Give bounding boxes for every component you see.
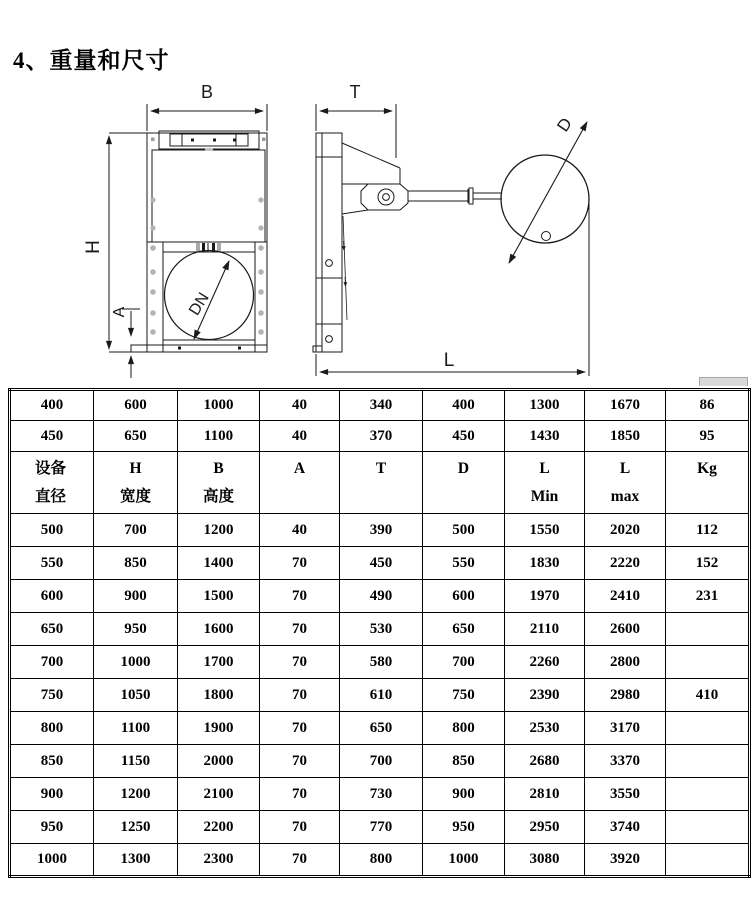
table-cell: 1150: [94, 745, 178, 778]
table-cell: 1100: [178, 421, 260, 452]
table-cell: 2020: [585, 514, 666, 547]
table-row: [10, 844, 750, 877]
table-cell: 231: [666, 580, 750, 613]
table-cell: 800: [423, 712, 505, 745]
table-cell: 500: [10, 514, 94, 547]
table-cell: 1000: [423, 844, 505, 877]
table-cell: 1670: [585, 390, 666, 421]
header-line2: 宽度: [119, 488, 151, 505]
table-cell: 70: [260, 613, 340, 646]
table-cell: 550: [423, 547, 505, 580]
dim-label-t: T: [349, 82, 361, 102]
table-cell: 340: [340, 390, 423, 421]
table-cell: 40: [260, 390, 340, 421]
table-cell: 2980: [585, 679, 666, 712]
table-cell: 70: [260, 844, 340, 877]
table-cell: 610: [340, 679, 423, 712]
table-cell: 2300: [178, 844, 260, 877]
table-header-cell: [585, 452, 666, 514]
table-cell: 450: [423, 421, 505, 452]
table-cell: 500: [423, 514, 505, 547]
table-cell: 40: [260, 421, 340, 452]
table-cell: 2680: [505, 745, 585, 778]
table-cell: 95: [666, 421, 750, 452]
table-cell: 850: [423, 745, 505, 778]
table-cell: 152: [666, 547, 750, 580]
table-row: [10, 421, 750, 452]
table-cell: 3080: [505, 844, 585, 877]
table-row: [10, 547, 750, 580]
header-line2: [260, 485, 339, 509]
table-cell: 650: [340, 712, 423, 745]
table-cell: 2810: [505, 778, 585, 811]
table-cell: 2950: [505, 811, 585, 844]
dim-label-dn: DN: [186, 289, 213, 319]
valve-dimension-drawing: [0, 80, 751, 385]
table-header-cell: [505, 452, 585, 514]
table-row: [10, 580, 750, 613]
header-line2: [340, 485, 422, 509]
table-cell: 1200: [94, 778, 178, 811]
table-cell: 1600: [178, 613, 260, 646]
table-row: [10, 811, 750, 844]
table-cell: 1100: [94, 712, 178, 745]
table-cell: 600: [423, 580, 505, 613]
table-cell: 1000: [10, 844, 94, 877]
table-cell: 950: [10, 811, 94, 844]
table-cell: 950: [94, 613, 178, 646]
table-cell: 800: [10, 712, 94, 745]
table-cell: 40: [260, 514, 340, 547]
table-header-cell: [423, 452, 505, 514]
table-header-cell: [10, 452, 94, 514]
table-header-cell: [666, 452, 750, 514]
table-header-cell: [260, 452, 340, 514]
table-cell: 2390: [505, 679, 585, 712]
table-cell: 86: [666, 390, 750, 421]
table-cell: 770: [340, 811, 423, 844]
table-cell: [666, 844, 750, 877]
table-cell: 1300: [94, 844, 178, 877]
table-cell: 410: [666, 679, 750, 712]
page-title: 4、重量和尺寸: [13, 48, 170, 73]
dimensions-table: [8, 388, 751, 878]
table-cell: 650: [10, 613, 94, 646]
table-row: [10, 646, 750, 679]
header-line2: max: [610, 488, 640, 505]
table-cell: 1000: [94, 646, 178, 679]
table-cell: 1970: [505, 580, 585, 613]
header-line2: 高度: [202, 488, 234, 505]
table-corner-artifact: [699, 377, 748, 386]
table-cell: 390: [340, 514, 423, 547]
table-cell: 800: [340, 844, 423, 877]
table-cell: 2000: [178, 745, 260, 778]
table-cell: 950: [423, 811, 505, 844]
table-cell: 650: [423, 613, 505, 646]
table-header-cell: [340, 452, 423, 514]
table-header-cell: [94, 452, 178, 514]
table-cell: 900: [10, 778, 94, 811]
table-cell: 1430: [505, 421, 585, 452]
table-cell: 1830: [505, 547, 585, 580]
table-cell: 1550: [505, 514, 585, 547]
table-cell: [666, 778, 750, 811]
dim-label-d: D: [553, 114, 576, 136]
header-line1: L: [539, 460, 550, 477]
table-cell: 1000: [178, 390, 260, 421]
dim-label-b: B: [200, 82, 214, 102]
side-view-drawing: [313, 82, 589, 376]
table-cell: [666, 646, 750, 679]
table-cell: [666, 712, 750, 745]
table-cell: 400: [10, 390, 94, 421]
table-row: [10, 712, 750, 745]
header-line1: Kg: [697, 460, 717, 477]
header-line1: H: [129, 460, 142, 477]
table-cell: 580: [340, 646, 423, 679]
table-cell: 450: [340, 547, 423, 580]
header-line1: T: [375, 460, 387, 477]
header-line1: 设备: [35, 460, 67, 477]
table-cell: 2220: [585, 547, 666, 580]
table-cell: 70: [260, 547, 340, 580]
table-header-row: [10, 452, 750, 514]
table-cell: 650: [94, 421, 178, 452]
table-cell: 700: [94, 514, 178, 547]
table-cell: 2110: [505, 613, 585, 646]
table-cell: [666, 745, 750, 778]
table-cell: 700: [10, 646, 94, 679]
table-cell: 600: [10, 580, 94, 613]
table-cell: 70: [260, 580, 340, 613]
table-cell: 3550: [585, 778, 666, 811]
table-cell: 70: [260, 811, 340, 844]
table-cell: 2800: [585, 646, 666, 679]
table-cell: 3170: [585, 712, 666, 745]
table-cell: 370: [340, 421, 423, 452]
table-cell: 70: [260, 745, 340, 778]
table-cell: 1500: [178, 580, 260, 613]
table-cell: 700: [340, 745, 423, 778]
table-row: [10, 745, 750, 778]
table-cell: 900: [94, 580, 178, 613]
table-cell: 490: [340, 580, 423, 613]
table-cell: 112: [666, 514, 750, 547]
header-line1: L: [619, 460, 631, 477]
table-cell: 70: [260, 646, 340, 679]
table-cell: [666, 613, 750, 646]
table-cell: 2530: [505, 712, 585, 745]
table-cell: 850: [94, 547, 178, 580]
dim-label-l: L: [443, 350, 455, 371]
table-cell: 3740: [585, 811, 666, 844]
front-view-drawing: [83, 82, 267, 378]
table-cell: 1400: [178, 547, 260, 580]
table-cell: 850: [10, 745, 94, 778]
table-cell: 550: [10, 547, 94, 580]
header-line2: 直径: [35, 488, 67, 505]
table-cell: 70: [260, 679, 340, 712]
table-cell: 2100: [178, 778, 260, 811]
table-cell: 1050: [94, 679, 178, 712]
table-cell: 900: [423, 778, 505, 811]
header-line1: B: [213, 460, 224, 477]
table-cell: 1200: [178, 514, 260, 547]
table-cell: 2200: [178, 811, 260, 844]
table-cell: 1900: [178, 712, 260, 745]
table-row: [10, 613, 750, 646]
table-cell: 2260: [505, 646, 585, 679]
dim-label-a: A: [111, 306, 128, 318]
dim-label-h: H: [83, 240, 104, 254]
table-cell: 1250: [94, 811, 178, 844]
table-header-cell: [178, 452, 260, 514]
header-line1: D: [457, 460, 470, 477]
table-cell: 600: [94, 390, 178, 421]
table-cell: 750: [10, 679, 94, 712]
table-cell: 450: [10, 421, 94, 452]
table-cell: 400: [423, 390, 505, 421]
table-row: [10, 514, 750, 547]
table-cell: 730: [340, 778, 423, 811]
table-cell: 750: [423, 679, 505, 712]
table-cell: 1300: [505, 390, 585, 421]
table-cell: 2600: [585, 613, 666, 646]
table-row: [10, 679, 750, 712]
table-cell: 3370: [585, 745, 666, 778]
header-line2: [423, 485, 504, 509]
table-cell: 1850: [585, 421, 666, 452]
table-body: [10, 390, 750, 877]
table-row: [10, 390, 750, 421]
table-cell: 2410: [585, 580, 666, 613]
table-row: [10, 778, 750, 811]
table-cell: 530: [340, 613, 423, 646]
table-cell: 1700: [178, 646, 260, 679]
table-cell: 70: [260, 712, 340, 745]
table-cell: 1800: [178, 679, 260, 712]
table-cell: 3920: [585, 844, 666, 877]
header-line1: A: [293, 460, 306, 477]
header-line2: [666, 485, 748, 509]
table-cell: 70: [260, 778, 340, 811]
table-cell: 700: [423, 646, 505, 679]
table-cell: [666, 811, 750, 844]
header-line2: Min: [530, 488, 559, 505]
